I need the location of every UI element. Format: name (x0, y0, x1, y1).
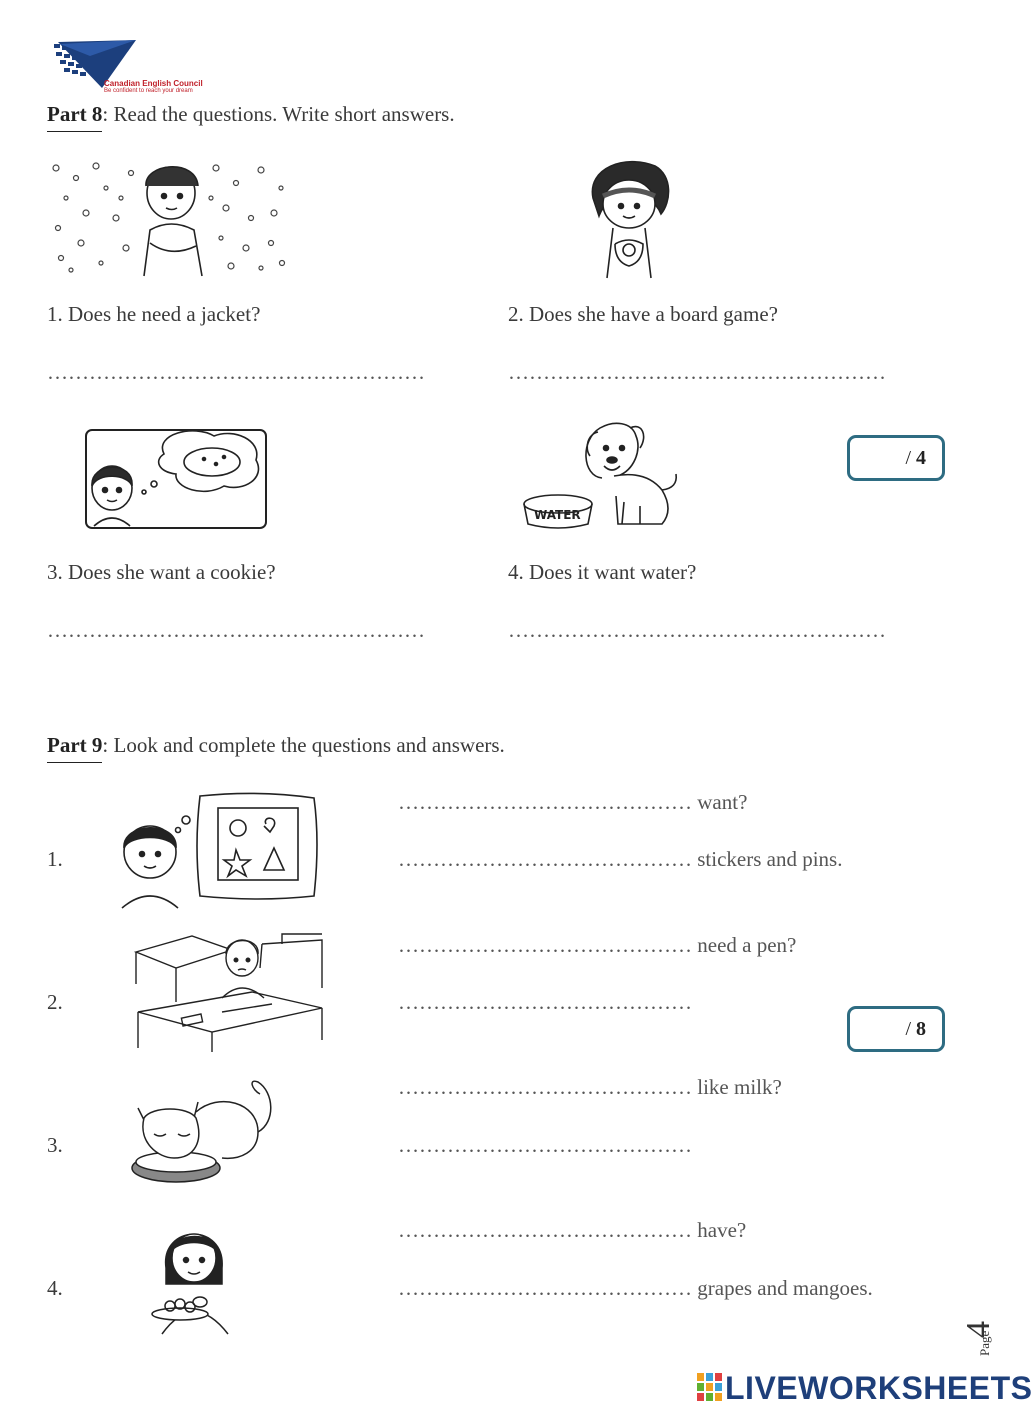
liveworksheets-brand: LIVEWORKSHEETS (725, 1370, 1032, 1406)
part8-score-prefix: / (905, 447, 916, 469)
page-label: Page (977, 1330, 992, 1356)
part9-number-3: 3. (47, 1133, 63, 1157)
part9-answer-line-3[interactable]: …………………………………… (398, 1133, 692, 1157)
part9-number-4: 4. (47, 1276, 63, 1300)
girl-thinking-cookie-image (84, 426, 269, 531)
part9-question-line-3[interactable]: …………………………………… like milk? (398, 1075, 782, 1099)
part9-number-1: 1. (47, 847, 63, 871)
part8-score-box[interactable] (847, 435, 945, 481)
part9-question-line-4[interactable]: …………………………………… have? (398, 1218, 747, 1242)
boy-in-snow-image (46, 158, 288, 278)
part9-answer-line-4[interactable]: …………………………………… grapes and mangoes. (398, 1276, 873, 1300)
logo-tagline: Be confident to reach your dream (104, 88, 193, 94)
part9-heading (47, 733, 505, 763)
logo (50, 38, 210, 94)
part9-score-total: 8 (916, 1018, 926, 1040)
liveworksheets-icon (697, 1373, 723, 1407)
liveworksheets-logo[interactable] (697, 1370, 1032, 1410)
part9-label: Part 9 (47, 733, 103, 757)
part9-score-box[interactable] (847, 1006, 945, 1052)
part9-answer-line-1[interactable]: …………………………………… stickers and pins. (398, 847, 843, 871)
part8-answer-line-3[interactable]: ……………………………………………… (47, 618, 425, 642)
part8-question-2: 2. Does she have a board game? (508, 302, 778, 326)
part8-question-4: 4. Does it want water? (508, 560, 697, 584)
part8-heading (47, 102, 455, 132)
part9-instruction: : Look and complete the questions and answers. (102, 733, 505, 757)
part9-answer-line-2[interactable]: …………………………………… (398, 990, 692, 1014)
part9-question-line-2[interactable]: …………………………………… need a pen? (398, 933, 797, 957)
water-bowl-label: WATER (534, 508, 581, 522)
part8-question-1: 1. Does he need a jacket? (47, 302, 261, 326)
part8-score-total: 4 (916, 447, 926, 469)
part8-question-3: 3. Does she want a cookie? (47, 560, 276, 584)
logo-name: Canadian English Council (104, 79, 203, 88)
part8-label: Part 8 (47, 102, 103, 126)
cat-drinking-milk-image (108, 1072, 280, 1194)
girl-with-puppy-image (585, 158, 675, 280)
page-number: 4 (960, 1321, 997, 1338)
part8-answer-line-2[interactable]: ……………………………………………… (508, 360, 886, 384)
part9-score-prefix: / (905, 1018, 916, 1040)
part9-number-2: 2. (47, 990, 63, 1014)
part8-answer-line-1[interactable]: ……………………………………………… (47, 360, 425, 384)
boy-thinking-stickers-image (118, 792, 318, 910)
girl-at-desk-image (132, 928, 326, 1052)
part8-instruction: : Read the questions. Write short answers. (102, 102, 455, 126)
dog-with-water-image (522, 418, 682, 532)
part9-question-line-1[interactable]: …………………………………… want? (398, 790, 748, 814)
part8-answer-line-4[interactable]: ……………………………………………… (508, 618, 886, 642)
girl-with-fruit-image (110, 1218, 282, 1336)
